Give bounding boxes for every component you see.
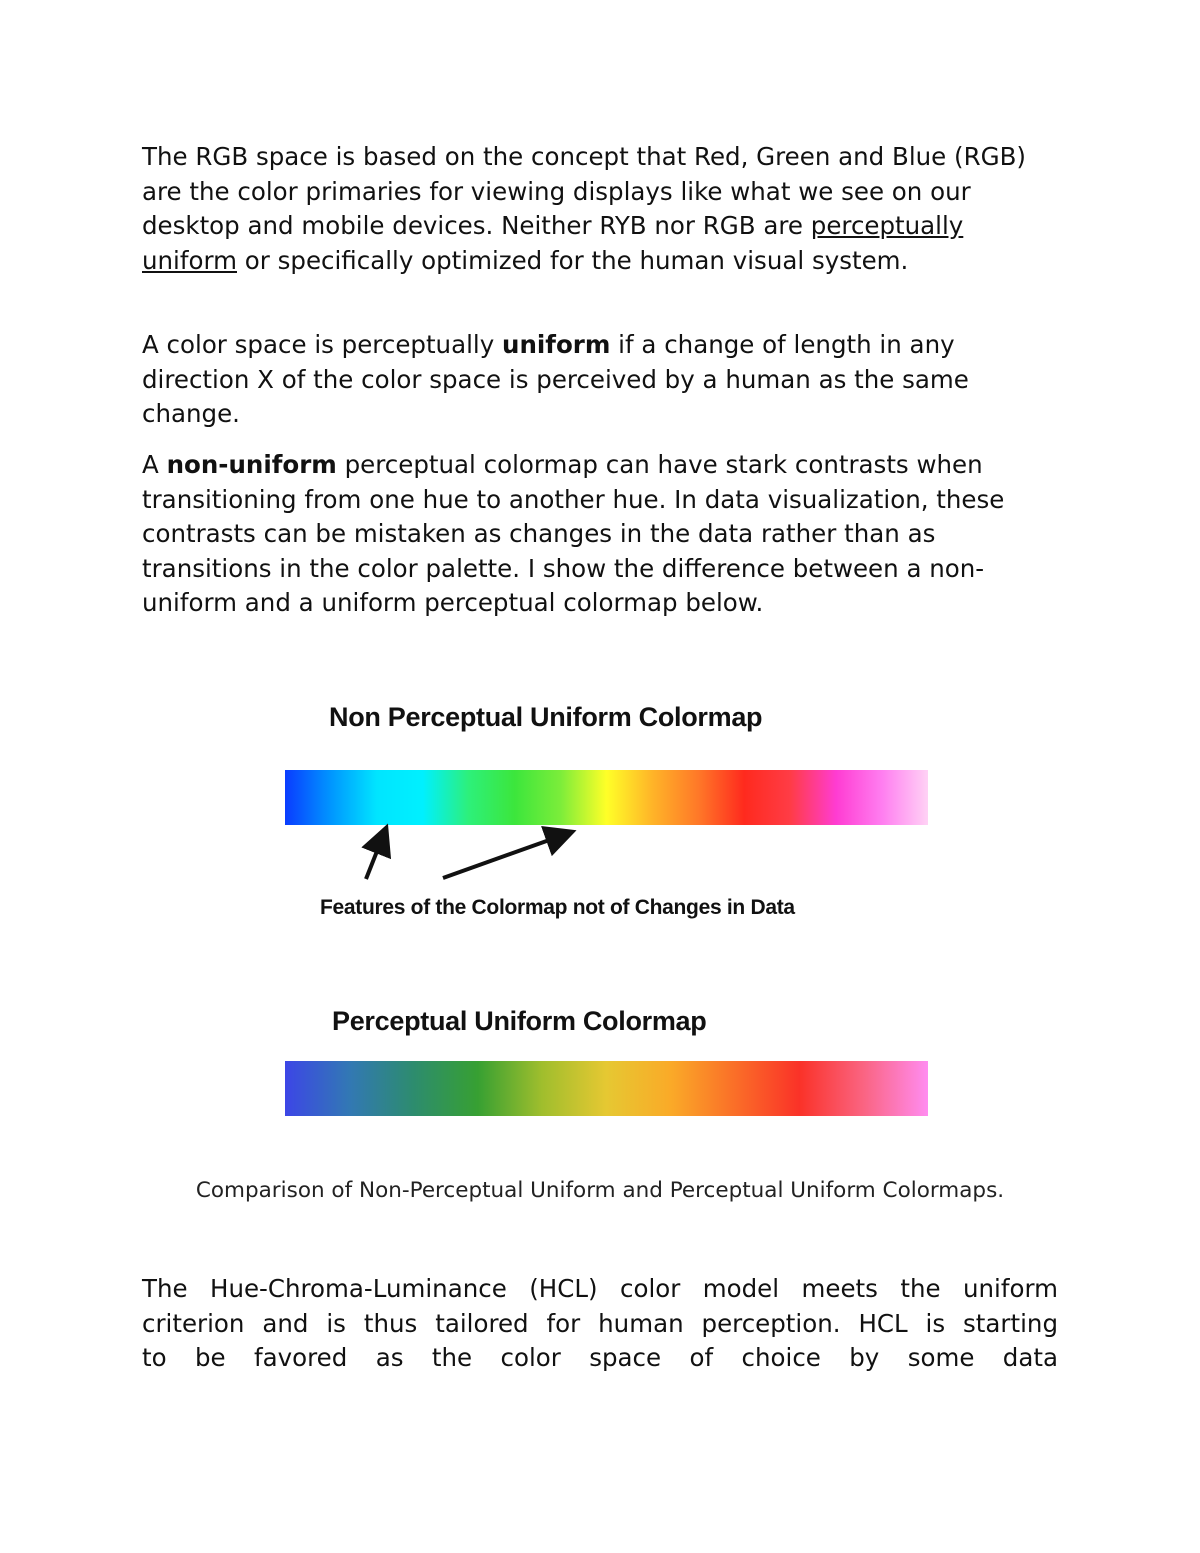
paragraph-text: if a change of length in any direction X of the color space is perceived by a human as the same change. <box>142 330 969 429</box>
paragraph-non-uniform <box>142 448 1058 621</box>
perceptually-uniform-link[interactable]: perceptually uniform <box>142 211 964 275</box>
arrow-cyan-feature <box>366 831 385 879</box>
paragraph-text: A color space is perceptually <box>142 330 502 359</box>
figure-caption: Comparison of Non-Perceptual Uniform and Perceptual Uniform Colormaps. <box>195 1178 1005 1203</box>
paragraph-line: criterion and is thus tailored for human perception. HCL is starting <box>142 1308 1058 1338</box>
uniform-colormap-bar <box>285 1061 928 1116</box>
paragraph-line: The Hue-Chroma-Luminance (HCL) color model meets the uniform <box>142 1274 1058 1303</box>
paragraph-line: to be favored as the color space of choice by some data <box>142 1343 1058 1373</box>
paragraph-rgb-space <box>142 140 1058 278</box>
colormap-comparison-figure <box>266 690 938 1138</box>
paragraph-text: A <box>142 450 167 479</box>
paragraph-text: perceptual colormap can have stark contrasts when transitioning from one hue to another hue. In data visualization, these contrasts can be mistaken as changes in the data rather than as transitions in the color palette. I show the difference between a non-uniform and a uniform perceptual colormap below. <box>142 450 1005 618</box>
paragraph-text: The RGB space is based on the concept that Red, Green and Blue (RGB) are the color primaries for viewing displays like what we see on our desktop and mobile devices. Neither RYB nor RGB are <box>142 142 1026 241</box>
paragraph-hcl-model <box>142 1272 1058 1376</box>
paragraph-text: or specifically optimized for the human visual system. <box>237 245 909 275</box>
paragraph-uniform-definition <box>142 328 1058 432</box>
uniform-colormap-title: Perceptual Uniform Colormap <box>332 1006 707 1036</box>
colormap-features-annotation: Features of the Colormap not of Changes in Data <box>320 896 795 919</box>
bold-term-uniform: uniform <box>502 330 611 359</box>
non-uniform-colormap-title: Non Perceptual Uniform Colormap <box>329 702 763 732</box>
arrow-yellow-feature <box>443 833 569 878</box>
bold-term-non-uniform: non-uniform <box>166 450 337 479</box>
